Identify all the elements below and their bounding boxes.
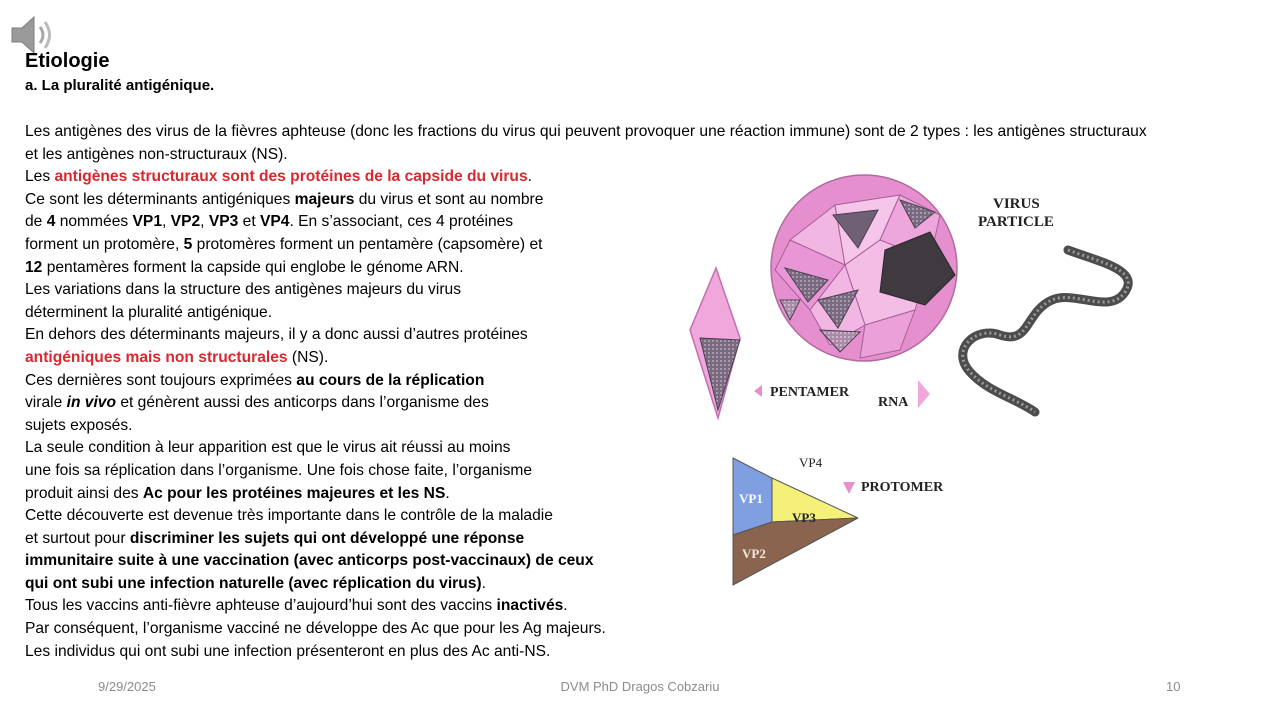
- body-line: qui ont subi une infection naturelle (avec réplication du virus).: [25, 574, 486, 592]
- highlight-structural: antigènes structuraux sont des protéines de la capside du virus: [54, 168, 528, 186]
- label-protomer: PROTOMER: [861, 480, 944, 495]
- body-line: La seule condition à leur apparition est que le virus ait réussi au moins: [25, 439, 511, 457]
- body-line: Les antigènes des virus de la fièvres aphteuse (donc les fractions du virus qui peuvent provoquer une réaction immune) sont de 2 types : les antigènes structuraux: [25, 123, 1147, 140]
- body-line: et surtout pour discriminer les sujets qui ont développé une réponse: [25, 529, 525, 547]
- footer-date: 9/29/2025: [98, 679, 156, 694]
- body-line: produit ainsi des Ac pour les protéines majeures et les NS.: [25, 484, 450, 502]
- body-line: 12 pentamères forment la capside qui englobe le génome ARN.: [25, 258, 464, 276]
- protomer-arrow: [843, 482, 855, 494]
- rna-arrow: [918, 380, 930, 408]
- highlight-nonstructural: antigéniques mais non structurales: [25, 348, 288, 366]
- body-line: virale in vivo et génèrent aussi des anticorps dans l’organisme des: [25, 394, 489, 412]
- body-line: Les individus qui ont subi une infection présenteront en plus des Ac anti-NS.: [25, 642, 551, 660]
- virus-structure-figure: [680, 168, 1270, 638]
- pentamer-arrow: [754, 385, 762, 397]
- body-line: Tous les vaccins anti-fièvre aphteuse d’aujourd’hui sont des vaccins inactivés.: [25, 597, 568, 615]
- virus-particle: [771, 175, 957, 361]
- label-vp3: VP3: [792, 510, 816, 525]
- slide-subtitle: a. La pluralité antigénique.: [25, 77, 215, 94]
- body-line: Les antigènes structuraux sont des protéines de la capside du virus.: [25, 168, 532, 186]
- body-line: sujets exposés.: [25, 416, 133, 434]
- body-line: une fois sa réplication dans l’organisme. Une fois chose faite, l’organisme: [25, 461, 533, 479]
- label-particle: PARTICLE: [978, 214, 1054, 230]
- body-line: immunitaire suite à une vaccination (avec anticorps post-vaccinaux) de ceux: [25, 552, 594, 570]
- footer-author: DVM PhD Dragos Cobzariu: [560, 679, 720, 694]
- body-line: antigéniques mais non structurales (NS).: [25, 348, 329, 366]
- slide-title: Etiologie: [25, 50, 110, 72]
- body-line: Les variations dans la structure des antigènes majeurs du virus: [25, 281, 461, 299]
- label-vp1: VP1: [739, 491, 763, 506]
- label-vp4: VP4: [799, 455, 823, 470]
- footer-page-number: 10: [1166, 679, 1181, 694]
- body-line: Cette découverte est devenue très importante dans le contrôle de la maladie: [25, 507, 553, 525]
- body-line: de 4 nommées VP1, VP2, VP3 et VP4. En s’associant, ces 4 protéines: [25, 213, 514, 231]
- body-line: Par conséquent, l’organisme vacciné ne développe des Ac que pour les Ag majeurs.: [25, 620, 606, 638]
- label-pentamer: PENTAMER: [770, 385, 850, 400]
- label-virus: VIRUS: [993, 196, 1040, 212]
- rna-strand: [963, 250, 1129, 412]
- label-vp2: VP2: [742, 546, 766, 561]
- label-rna: RNA: [878, 395, 909, 410]
- body-line: Ces dernières sont toujours exprimées au cours de la réplication: [25, 371, 485, 389]
- body-line: et les antigènes non-structuraux (NS).: [25, 145, 288, 163]
- body-line: Ce sont les déterminants antigéniques majeurs du virus et sont au nombre: [25, 190, 544, 208]
- body-line: En dehors des déterminants majeurs, il y a donc aussi d’autres protéines: [25, 326, 528, 344]
- pentamer-shape: [690, 268, 740, 418]
- body-line: forment un protomère, 5 protomères forment un pentamère (capsomère) et: [25, 235, 543, 253]
- body-line: déterminent la pluralité antigénique.: [25, 303, 273, 321]
